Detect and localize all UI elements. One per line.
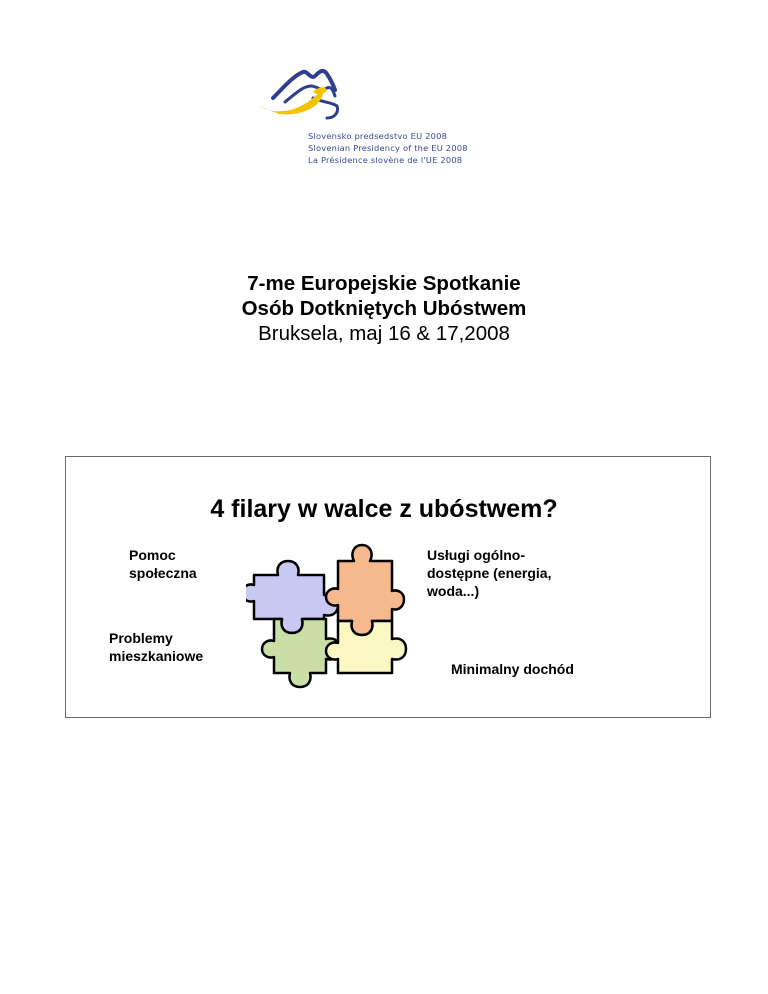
label-minimum-income-text: Minimalny dochód: [451, 661, 574, 677]
presidency-line-fr: La Présidence slovène de l'UE 2008: [308, 155, 463, 165]
label-social-assistance-text: Pomoc społeczna: [129, 547, 197, 581]
label-public-services-text: Usługi ogólno- dostępne (energia, woda...): [427, 547, 552, 599]
document-title: [0, 271, 768, 346]
pillars-heading: 4 filary w walce z ubóstwem?: [210, 495, 558, 523]
presidency-line-en: Slovenian Presidency of the EU 2008: [308, 143, 468, 153]
title-line-3: Bruksela, maj 16 & 17,2008: [258, 322, 510, 345]
title-line-2: Osób Dotkniętych Ubóstwem: [241, 297, 527, 320]
label-housing-text: Problemy mieszkaniowe: [109, 630, 204, 664]
presidency-logo: [255, 62, 355, 126]
label-minimum-income: [451, 660, 651, 678]
presidency-text: [308, 130, 468, 166]
label-social-assistance: [129, 546, 259, 582]
presidency-line-sl: Slovensko predsedstvo EU 2008: [308, 131, 448, 141]
label-housing: [109, 629, 239, 665]
label-public-services: [427, 546, 627, 600]
puzzle-illustration: [246, 531, 421, 706]
title-line-1: 7-me Europejskie Spotkanie: [247, 272, 521, 295]
